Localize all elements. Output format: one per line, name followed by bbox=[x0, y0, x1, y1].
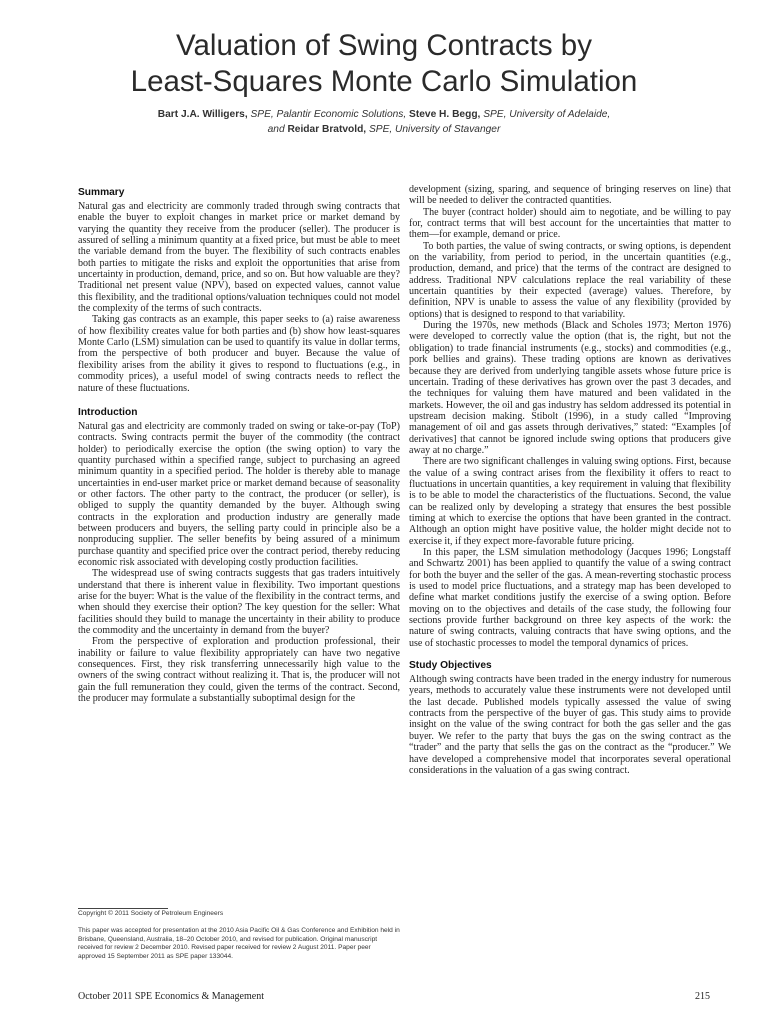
title-line-2: Least-Squares Monte Carlo Simulation bbox=[130, 65, 638, 98]
summary-heading: Summary bbox=[78, 187, 125, 198]
author-connector: and bbox=[267, 123, 288, 135]
publication-note: This paper was accepted for presentation at the 2010 Asia Pacific Oil & Gas Conference and Exhibition held in Brisbane, Queensland, Australia, 18–20 October 2010, and revised for publication. Original manuscript received for review 2 December 2010. Revised paper received for review 2 August 2011. Paper peer approved 15 September 2011 as SPE paper 133044. bbox=[78, 927, 400, 960]
body-paragraph: development (sizing, sparing, and sequence of bringing reserves on line) that will be needed to deliver the contracted quantities. bbox=[409, 184, 731, 207]
study-objectives-heading: Study Objectives bbox=[409, 660, 492, 672]
page-number: 215 bbox=[695, 991, 710, 1002]
author-block bbox=[0, 108, 768, 137]
author-name: Steve H. Begg, bbox=[409, 109, 481, 120]
author-line-1 bbox=[0, 108, 768, 123]
paper-title bbox=[0, 28, 768, 100]
introduction-paragraph: Natural gas and electricity are commonly traded on swing or take-or-pay (ToP) contracts. Swing contracts permit the buyer of the commodity (the contract holder) to periodically exercise the option (the swing option) to vary the quantity purchased within a specified range, subject to purchasing an agreed minimum quantity in a specified period. The holder is thereby able to manage uncertainties in end-user market price or market demand because of seasonality or other factors. The other party to the contract, the producer (or seller), is obliged to supply the quantity demanded by the buyer. Although swing contracts in the exploration and production industry are generally made between producers and buyers, the selling party could in principle also be a nonproducing supplier. The seller benefits by being assured of a minimum purchase quantity and specified price over the contract period, thereby reducing economic risk associated with developing costly production facilities. bbox=[78, 420, 400, 568]
body-paragraph: The buyer (contract holder) should aim to negotiate, and be willing to pay for, contract terms that will best account for the uncertainties that matter to them—for example, demand or price. bbox=[409, 206, 731, 241]
introduction-paragraph: The widespread use of swing contracts suggests that gas traders intuitively understand that there is inherent value in flexibility. Two important questions arise for the buyer: What is the value of the flexibility in the contract terms, and when should they exercise their option? The key question for the seller: What facilities should they build to manage the uncertainty in their ability to produce the commodity and the uncertainty in demand from the buyer? bbox=[78, 568, 400, 637]
footnote-divider bbox=[78, 908, 168, 909]
body-paragraph: There are two significant challenges in valuing swing options. First, because the value of a swing contract arises from the flexibility it offers to react to fluctuations in uncertain quantities, a key requirement in valuing that flexibility is to be able to model the characteristics of the fluctuations. Second, the value can be realized only by developing a strategy that ensures the best possible timing at which to exercise the options that have been granted in the contract. Although an option might have positive value, the holder might decide not to exercise it, if they expect more-favorable future pricing. bbox=[409, 456, 731, 547]
footnotes bbox=[78, 910, 400, 961]
body-paragraph: To both parties, the value of swing contracts, or swing options, is dependent on the variability, from period to period, in the uncertain quantities (e.g., production, demand, and price) that the terms of the contract are designed to address. Traditional NPV calculations replace the real variability of these uncertain quantities by their expected (average) values. Therefore, by definition, NPV is unable to assess the value of any flexibility (provided by options) that is designed to respond to that variability. bbox=[409, 240, 731, 320]
summary-paragraph: Natural gas and electricity are commonly traded through swing contracts that enable the buyer to exploit changes in market price or market demand by varying the quantity they receive from the producer (seller). The producer is assured of selling a minimum quantity at a fixed price, but must be able to meet the variable demand from the buyer. The flexibility of such contracts enables both parties to mitigate the risks and exploit the opportunities that arise from uncertainty in production, demand, price, and so on. But how valuable are they? Traditional net present value (NPV), based on expected values, cannot value this flexibility, and the traditional options/valuation techniques could not model the complexity of the terms of such contracts. bbox=[78, 201, 400, 315]
copyright-notice: Copyright © 2011 Society of Petroleum Engineers bbox=[78, 910, 224, 917]
author-affiliation: SPE, University of Stavanger bbox=[366, 123, 501, 135]
body-paragraph: In this paper, the LSM simulation methodology (Jacques 1996; Longstaff and Schwartz 2001) has been applied to quantify the value of a swing contract for both the buyer and the seller of the gas. A mean-reverting stochastic process is used to model price fluctuations, and a strategy map has been developed to define what market conditions justify the exercise of a swing option. Before moving on to the objectives and details of the case study, the following four sections provide further background on three key aspects of the work: the nature of swing contracts, valuing contracts that have swing options, and the use of stochastic processes to model the temporal dynamics of prices. bbox=[409, 547, 731, 649]
author-affiliation: SPE, University of Adelaide, bbox=[480, 109, 611, 120]
right-column bbox=[409, 184, 731, 776]
summary-paragraph: Taking gas contracts as an example, this paper seeks to (a) raise awareness of how flexibility creates value for both parties and (b) show how least-squares Monte Carlo (LSM) simulation can be used to quantify its value in dollar terms, from the perspective of both producer and buyer. Because the value of flexibility arises from the ability it gives to respond to fluctuations (e.g., in commodity prices), a useful model of swing contracts needs to reflect the nature of these fluctuations. bbox=[78, 314, 400, 394]
left-column bbox=[78, 186, 400, 704]
journal-footer: October 2011 SPE Economics & Management bbox=[78, 991, 264, 1002]
author-name: Bart J.A. Willigers, bbox=[157, 109, 248, 120]
author-line-2 bbox=[0, 123, 768, 138]
author-name: Reidar Bratvold, bbox=[287, 123, 367, 135]
introduction-heading: Introduction bbox=[78, 406, 138, 418]
body-paragraph: During the 1970s, new methods (Black and Scholes 1973; Merton 1976) were developed to correctly value the option (that is, the right, but not the obligation) to trade financial instruments (e.g., stocks) and commodities (e.g., pork bellies and grains). These trading options are known as derivatives because they are derived from underlying tangible assets whose future price is uncertain. Trading of these derivatives has grown over the past 3 decades, and the techniques for valuing them have matured and been validated in the markets. However, the oil and gas industry has seldom addressed its potential in upstream decision making. Stibolt (1996), in a study called “Improving management of oil and gas assets through derivatives,” stated: “Examples [of derivatives] that cannot be ignored include swing options that producers give away at no charge.” bbox=[409, 320, 731, 456]
introduction-paragraph: From the perspective of exploration and production professional, their inability or failure to value flexibility appropriately can have two negative consequences. First, they risk transferring unnecessarily high value to the owners of the swing contract without realizing it. That is, the producer will not gain the full remuneration they could, given the terms of the contract. Second, the producer may formulate a substantially suboptimal design for the bbox=[78, 636, 400, 705]
study-objectives-paragraph: Although swing contracts have been traded in the energy industry for numerous years, methods to accurately value these instruments were not developed until the last decade. Published models typically assessed the value of swing contracts from the perspective of the buyer of gas. This study aims to provide insight on the value of the swing contract for both the gas seller and the gas buyer. We refer to the party that buys the gas on the swing contract as the “trader” and the party that sells the gas on the contract as the “producer.” We have developed a comprehensive model that incorporates several operational considerations in the valuation of a gas swing contract. bbox=[409, 674, 731, 776]
title-line-1: Valuation of Swing Contracts by bbox=[176, 29, 592, 62]
author-affiliation: SPE, Palantir Economic Solutions, bbox=[247, 109, 410, 120]
